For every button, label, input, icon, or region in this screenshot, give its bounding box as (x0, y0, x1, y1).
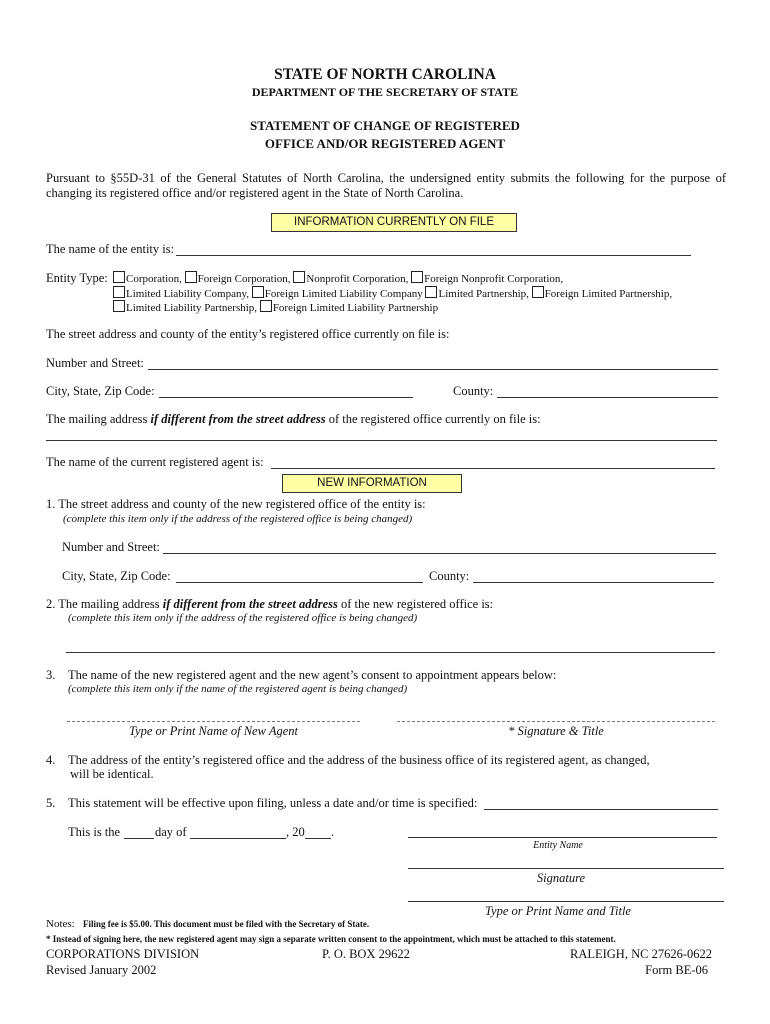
item-3-note: (complete this item only if the name of the registered agent is being changed) (68, 683, 408, 695)
new-city-state-zip-field[interactable] (176, 582, 423, 583)
text: of the new registered office is: (337, 597, 494, 611)
current-number-street-label: Number and Street: (46, 356, 144, 370)
item-5-number: 5. (46, 796, 56, 810)
current-agent-field[interactable] (271, 468, 715, 469)
day-of-label: day of (155, 825, 187, 839)
footer-po-box: P. O. BOX 29622 (322, 947, 410, 961)
option-label: Limited Liability Partnership, (126, 302, 258, 314)
item-2-note: (complete this item only if the address of the registered office is being changed) (68, 612, 418, 624)
month-field[interactable] (190, 838, 286, 839)
option-label: Foreign Limited Partnership, (544, 288, 673, 300)
checkbox-foreign-nonprofit-corporation[interactable] (411, 271, 423, 283)
intro-paragraph: Pursuant to §55D-31 of the General Statutes of North Carolina, the undersigned entity submits the following for the purpose of changing its registered office and/or registered agent in the State of North Carolina. (46, 171, 726, 200)
option-label: Foreign Corporation, (197, 273, 291, 285)
current-mailing-label (46, 412, 541, 427)
text: 2. The mailing address (46, 597, 163, 611)
day-field[interactable] (124, 838, 154, 839)
new-info-header-box: NEW INFORMATION (282, 474, 462, 493)
new-number-street-label: Number and Street: (62, 540, 160, 554)
form-title-line-1: STATEMENT OF CHANGE OF REGISTERED (250, 118, 520, 133)
option-label: Foreign Limited Liability Company (264, 288, 423, 300)
current-agent-label: The name of the current registered agent is: (46, 455, 264, 469)
print-name-title-field[interactable] (408, 901, 724, 902)
item-2-text (46, 597, 493, 612)
new-county-field[interactable] (473, 582, 714, 583)
entity-type-label: Entity Type: (46, 271, 108, 285)
year-field[interactable] (305, 838, 331, 839)
consent-note: * Instead of signing here, the new registered agent may sign a separate written consent to the appointment, which must be attached to this statement. (46, 934, 616, 944)
this-is-the-label: This is the (68, 825, 121, 839)
entity-name-field[interactable] (176, 255, 691, 256)
new-number-street-field[interactable] (163, 553, 716, 554)
current-info-header-box: INFORMATION CURRENTLY ON FILE (271, 213, 517, 232)
current-street-intro: The street address and county of the entity’s registered office currently on file is: (46, 327, 450, 341)
option-label: Limited Liability Company, (126, 288, 250, 300)
item-1-note: (complete this item only if the address of the registered office is being changed) (63, 513, 413, 525)
checkbox-foreign-llp[interactable] (260, 300, 272, 312)
checkbox-foreign-limited-partnership[interactable] (532, 286, 544, 298)
entity-type-row-3 (113, 300, 438, 314)
checkbox-llp[interactable] (113, 300, 125, 312)
current-county-field[interactable] (497, 397, 718, 398)
new-city-state-zip-label: City, State, Zip Code: (62, 569, 171, 583)
item-4-line-1: The address of the entity’s registered office and the address of the business office of its registered agent, as changed, (68, 753, 650, 767)
signature-caption: Signature (536, 871, 586, 885)
option-label: Foreign Nonprofit Corporation, (424, 273, 564, 285)
new-agent-name-field[interactable] (67, 721, 360, 722)
item-4-number: 4. (46, 753, 56, 767)
current-mailing-field[interactable] (46, 440, 717, 441)
state-title: STATE OF NORTH CAROLINA (274, 66, 496, 83)
item-1-text: 1. The street address and county of the new registered office of the entity is: (46, 497, 426, 511)
current-city-state-zip-label: City, State, Zip Code: (46, 384, 155, 398)
new-agent-signature-caption: * Signature & Title (508, 724, 604, 738)
current-city-state-zip-field[interactable] (159, 397, 413, 398)
checkbox-foreign-corporation[interactable] (185, 271, 197, 283)
entity-type-row-1 (113, 271, 563, 285)
notes-line-1 (46, 918, 369, 930)
checkbox-corporation[interactable] (113, 271, 125, 283)
option-label: Corporation, (126, 273, 182, 285)
year-prefix: , 20 (286, 825, 305, 839)
footer-revised: Revised January 2002 (46, 963, 157, 977)
filing-fee-note: Filing fee is $5.00. This document must be filed with the Secretary of State. (82, 919, 370, 929)
checkbox-nonprofit-corporation[interactable] (293, 271, 305, 283)
new-agent-signature-field[interactable] (397, 721, 715, 722)
footer-division: CORPORATIONS DIVISION (46, 947, 200, 961)
department-title: DEPARTMENT OF THE SECRETARY OF STATE (251, 85, 519, 99)
option-label: Foreign Limited Liability Partnership (272, 302, 439, 314)
item-5-text: This statement will be effective upon filing, unless a date and/or time is specified: (68, 796, 478, 810)
item-3-number: 3. (46, 668, 56, 682)
entity-type-row-2 (113, 286, 672, 300)
signature-field[interactable] (408, 868, 724, 869)
effective-date-field[interactable] (484, 809, 718, 810)
new-agent-name-caption: Type or Print Name of New Agent (129, 724, 298, 738)
entity-name-label: The name of the entity is: (46, 242, 175, 256)
form-title-line-2: OFFICE AND/OR REGISTERED AGENT (264, 136, 506, 151)
print-name-title-caption: Type or Print Name and Title (485, 904, 631, 918)
text: of the registered office currently on file is: (325, 412, 541, 426)
entity-name-caption: Entity Name (533, 840, 583, 851)
date-period: . (331, 825, 335, 839)
footer-city: RALEIGH, NC 27626-0622 (569, 947, 712, 961)
item-3-text: The name of the new registered agent and the new agent’s consent to appointment appears below: (68, 668, 557, 682)
checkbox-llc[interactable] (113, 286, 125, 298)
option-label: Limited Partnership, (438, 288, 529, 300)
text: The mailing address (46, 412, 151, 426)
notes-label: Notes: (46, 918, 75, 930)
current-number-street-field[interactable] (148, 369, 718, 370)
new-mailing-field[interactable] (66, 652, 715, 653)
emphasis: if different from the street address (162, 597, 338, 611)
current-county-label: County: (453, 384, 494, 398)
footer-form-number: Form BE-06 (645, 963, 708, 977)
checkbox-limited-partnership[interactable] (425, 286, 437, 298)
emphasis: if different from the street address (150, 412, 326, 426)
new-county-label: County: (429, 569, 470, 583)
entity-name-sign-field[interactable] (408, 837, 717, 838)
item-4-line-2: will be identical. (70, 767, 154, 781)
checkbox-foreign-llc[interactable] (252, 286, 264, 298)
option-label: Nonprofit Corporation, (306, 273, 409, 285)
